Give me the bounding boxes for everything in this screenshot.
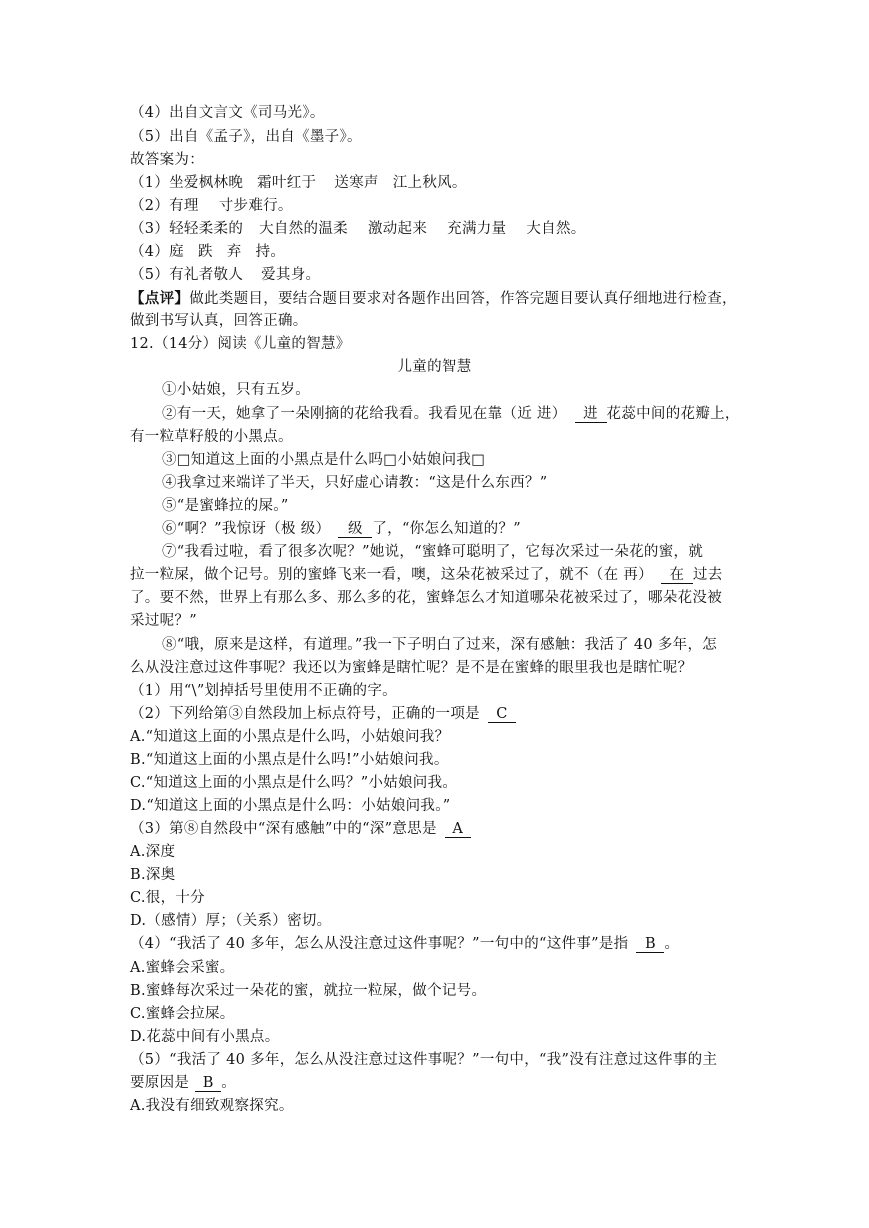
comment-line-1 [130,287,770,311]
answer-4-part: 持。 [255,244,286,260]
answer-5 [130,264,770,287]
answer-2-part: （2）有理 [130,198,199,214]
sub-question-1: （1）用“\”划掉括号里使用不正确的字。 [130,683,397,699]
option: A.“知道这上面的小黑点是什么吗，小姑娘问我？ [130,729,450,745]
answer-4-part: 跌 [197,244,213,260]
answer-1 [130,172,770,195]
sub-question-3 [130,818,770,841]
answer-3-part: 充满力量 [447,221,507,237]
comment-tag: 【点评】 [130,290,190,307]
answer-1-part: 江上秋风。 [392,175,467,191]
option: C.蜜蜂会拉屎。 [130,1006,235,1022]
answer-blank: 进 [575,406,607,423]
answer-3-part: 激动起来 [367,221,428,237]
paragraph-6-text: ⑥“啊？”我惊讶（极 级） [162,521,331,537]
paragraph-7-text: 过去 [692,567,723,583]
answer-1-part: （1）坐爱枫林晚 [130,175,244,191]
paragraph-7-cont: 采过呢？” [130,613,197,629]
paragraph-7-cont: 了。要不然，世界上有那么多、那么多的花，蜜蜂怎么才知道哪朵花被采过了，哪朵花没被 [130,590,722,606]
answer-blank: B [636,936,664,953]
paragraph-7-text: 拉一粒屎，做个记号。别的蜜蜂飞来一看，噢，这朵花被采过了，就不（在 再） [130,567,653,583]
comment-line-2: 做到书写认真，回答正确。 [130,313,308,329]
answer-3-part: 大自然的温柔 [259,221,348,237]
sub-question-5: （5）“我活了 40 多年，怎么从没注意过这件事呢？”一句中，“我”没有注意过这件事的主 [130,1052,718,1068]
sub-question-4-text: 。 [664,936,680,952]
answer-2 [130,195,770,218]
sub-question-2 [130,703,770,726]
sub-question-3-text: （3）第⑧自然段中“深有感触”中的“深”意思是 [130,821,437,837]
answer-1-part: 霜叶红于 [257,175,317,191]
paragraph-2-cont: 有一粒草籽般的小黑点。 [130,429,293,445]
sub-question-4-text: （4）“我活了 40 多年，怎么从没注意过这件事呢？”一句中的“这件事”是指 [130,936,629,952]
option: C.“知道这上面的小黑点是什么吗？”小姑娘问我。 [130,775,458,791]
paragraph-6-text: 了，“你怎么知道的？” [372,521,521,537]
paragraph-4: ④我拿过来端详了半天，只好虚心请教：“这是什么东西？” [162,475,548,491]
answer-5-part: 爱其身。 [261,267,321,283]
paragraph-3: ③□知道这上面的小黑点是什么吗□小姑娘问我□ [162,452,486,468]
option: B.深奥 [130,867,176,883]
option: D.“知道这上面的小黑点是什么吗：小姑娘问我。” [130,798,451,814]
answer-3-part: 大自然。 [526,221,586,237]
answer-2-part: 寸步难行。 [218,198,293,214]
answer-4-part: 弃 [226,244,242,260]
paragraph-5: ⑤“是蜜蜂拉的屎。” [162,498,289,514]
answer-intro: 故答案为： [130,152,204,168]
paragraph-7-cont [130,564,770,587]
answer-blank: A [445,821,471,838]
sub-question-5-text: 。 [221,1075,237,1091]
option: A.蜜蜂会采蜜。 [130,960,235,976]
answer-3-part: （3）轻轻柔柔的 [130,221,244,237]
sub-question-5-text: 要原因是 [130,1075,190,1091]
answer-1-part: 送寒声 [334,175,379,191]
answer-blank: 级 [338,521,372,538]
paragraph-8: ⑧“哦，原来是这样，有道理。”我一下子明白了过来，深有感触：我活了 40 多年，怎 [162,637,718,653]
option: D.（感情）厚；（关系）密切。 [130,913,332,929]
answer-blank: 在 [661,567,693,584]
option: B.蜜蜂每次采过一朵花的蜜，就拉一粒屎，做个记号。 [130,983,487,999]
option: D.花蕊中间有小黑点。 [130,1029,280,1045]
answer-blank: B [195,1075,221,1092]
answer-5-part: （5）有礼者敬人 [130,267,244,283]
question-12-header: 12.（14分）阅读《儿童的智慧》 [130,336,351,352]
sub-question-4 [130,933,770,956]
sub-question-5-cont [130,1072,770,1095]
paragraph-6 [162,518,802,541]
sub-question-2-text: （2）下列给第③自然段加上标点符号，正确的一项是 [130,706,480,722]
answer-3 [130,218,770,241]
passage-title: 儿童的智慧 [397,359,472,375]
comment-text: 做此类题目，要结合题目要求对各题作出回答，作答完题目要认真仔细地进行检查， [189,291,737,307]
option: C.很，十分 [130,890,205,906]
answer-blank: C [488,706,516,723]
paragraph-2-text: ②有一天，她拿了一朵刚摘的花给我看。我看见在靠（近 进） [162,406,567,422]
paragraph-7: ⑦“我看过啦，看了很多次呢？”她说，“蜜蜂可聪明了，它每次采过一朵花的蜜，就 [162,544,704,560]
answer-line-5: （5）出自《孟子》，出自《墨子》。 [130,129,362,145]
answer-line-4: （4）出自文言文《司马光》。 [130,105,325,121]
paragraph-2-text: 花蕊中间的花瓣上， [606,406,740,422]
paragraph-8-cont: 么从没注意过这件事呢？我还以为蜜蜂是瞎忙呢？是不是在蜜蜂的眼里我也是瞎忙呢？ [130,660,693,676]
option: A.我没有细致观察探究。 [130,1098,294,1114]
answer-4-part: （4）庭 [130,244,184,260]
option: B.“知道这上面的小黑点是什么吗!”小姑娘问我。 [130,752,449,768]
paragraph-2 [162,403,802,426]
option: A.深度 [130,844,176,860]
paragraph-1: ①小姑娘，只有五岁。 [162,382,310,398]
answer-4 [130,241,770,264]
